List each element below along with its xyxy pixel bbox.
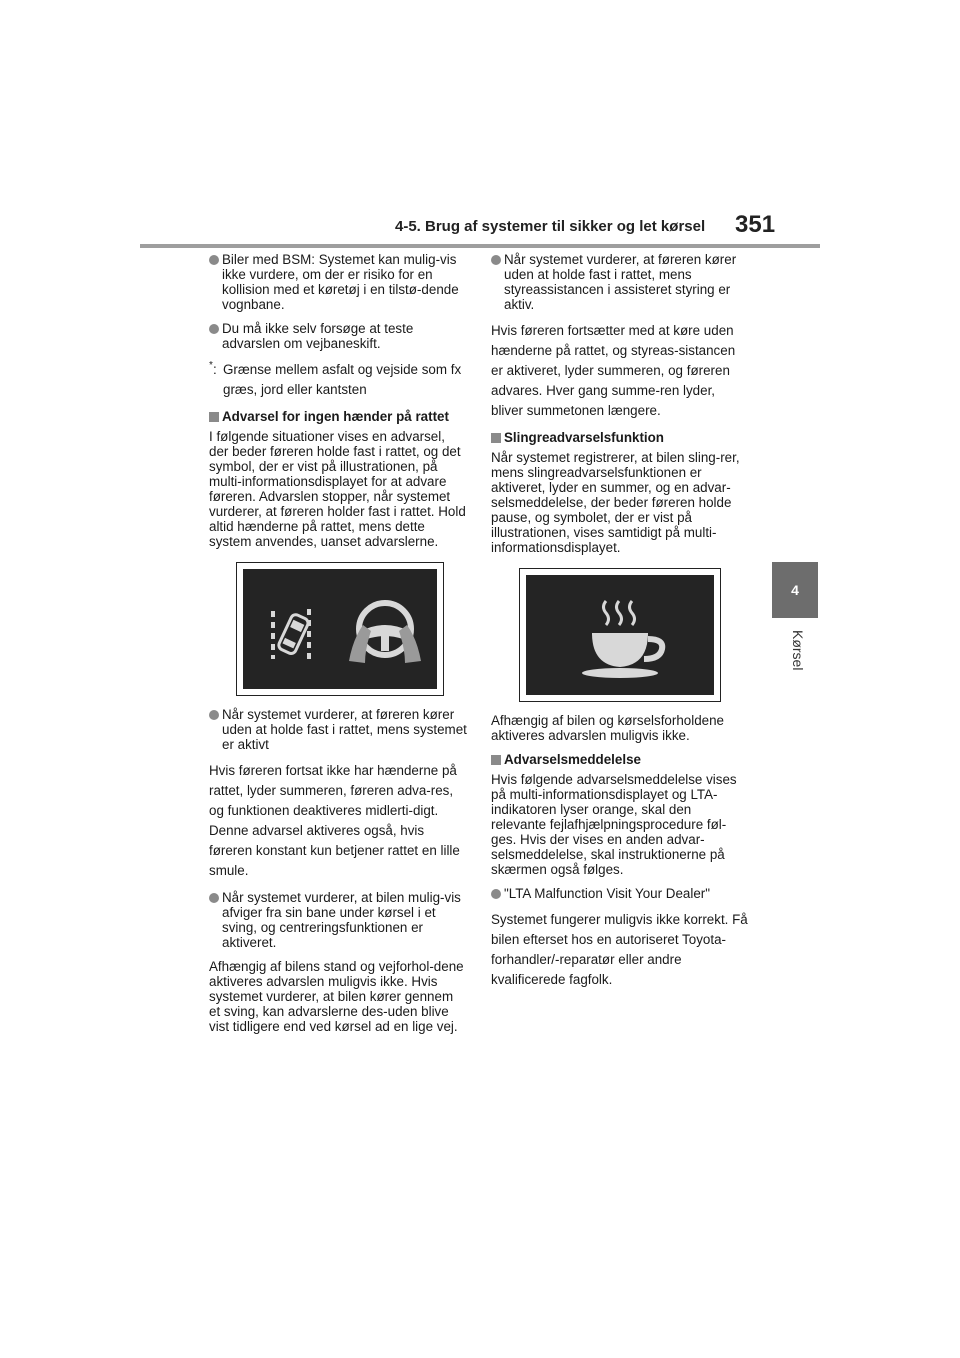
footnote-colon: : xyxy=(213,362,217,377)
paragraph: Hvis føreren fortsat ikke har hænderne på rattet, lyder summeren, føreren adva-res, og funktionen deaktiveres midlerti-digt. Denne advarsel aktiveres også, hvis føreren konstant kun betjener rattet en lille smule. xyxy=(209,763,460,878)
coffee-cup-icon xyxy=(526,575,714,695)
display-screen xyxy=(243,569,437,689)
display-screen xyxy=(526,575,714,695)
paragraph: Afhængig af bilens stand og vejforhol-dene aktiveres advarslen muligvis ikke. Hvis systemet vurderer, at bilen kører gennem et sving, kan advarslerne des-uden blive vist tidligere end ved kørsel ad en lige vej. xyxy=(209,959,464,1034)
page-number: 351 xyxy=(735,211,776,238)
chapter-tab-number: 4 xyxy=(791,582,799,598)
section-heading: Advarsel for ingen hænder på rattet xyxy=(209,409,467,425)
list-item: Når systemet vurderer, at bilen mulig-vis afviger fra sin bane under kørsel i et sving, og centreringsfunktionen er aktiveret. xyxy=(209,890,467,950)
footnote-marker: * xyxy=(209,360,213,371)
paragraph: Systemet fungerer muligvis ikke korrekt. Få bilen efterset hos en autoriseret Toyota-forhandler/-reparatør eller andre kvalificerede fagfolk. xyxy=(491,912,748,987)
list-item: Når systemet vurderer, at føreren kører uden at holde fast i rattet, mens systemet er aktivt xyxy=(209,707,467,752)
hands-off-warning-illustration xyxy=(243,569,437,689)
section-heading: Slingreadvarselsfunktion xyxy=(491,430,749,446)
hands-on-wheel-figure xyxy=(236,562,444,696)
paragraph: Afhængig af bilen og kørselsforholdene aktiveres advarslen muligvis ikke. xyxy=(491,713,724,743)
left-column xyxy=(209,252,467,1043)
chapter-tab[interactable] xyxy=(772,562,818,618)
hands-on-steering-wheel-icon xyxy=(349,603,421,663)
list-item: Når systemet vurderer, at føreren kører uden at holde fast i rattet, mens styreassistancen i assisteret styring er aktiv. xyxy=(491,252,749,312)
paragraph: Hvis følgende advarselsmeddelelse vises på multi-informationsdisplayet og LTA-indikatoren lyser orange, skal den relevante fejlafhjælpningsprocedure føl-ges. Hvis der vises en anden advar-selsmeddelelse, skal instruktionerne på skærmen også følges. xyxy=(491,772,737,877)
footnote xyxy=(209,360,467,400)
header-rule xyxy=(140,244,820,248)
paragraph: I følgende situationer vises en advarsel, der beder føreren holde fast i rattet, og det symbol, der er vist på illustrationen, på multi-informationsdisplayet for at advare føreren. Advarslen stopper, når systemet vurderer, at føreren holder fast i rattet. Hold altid hænderne på rattet, mens dette system anvendes, uanset advarslerne. xyxy=(209,429,466,549)
lane-departure-car-icon xyxy=(273,609,310,659)
list-item: Du må ikke selv forsøge at teste advarslen om vejbaneskift. xyxy=(209,321,467,351)
chapter-section-title: 4-5. Brug af systemer til sikker og let kørsel xyxy=(395,218,706,235)
section-heading: Advarselsmeddelelse xyxy=(491,752,749,768)
paragraph: Hvis føreren fortsætter med at køre uden hænderne på rattet, og styreas-sistancen er aktiveret, lyder summeren, og føreren advares. Hver gang summe-ren lyder, bliver summetonen længere. xyxy=(491,323,736,418)
sway-warning-figure xyxy=(519,568,721,702)
chapter-tab-label: Kørsel xyxy=(790,630,806,671)
list-item: "LTA Malfunction Visit Your Dealer" xyxy=(491,886,749,901)
right-column xyxy=(491,252,749,999)
list-item: Biler med BSM: Systemet kan mulig-vis ikke vurdere, om der er risiko for en kollision med et køretøj i en tilstø-dende vognbane. xyxy=(209,252,467,312)
footnote-text: Grænse mellem asfalt og vejside som fx græs, jord eller kantsten xyxy=(223,362,462,397)
paragraph: Når systemet registrerer, at bilen sling-rer, mens slingreadvarselsfunktionen er aktiveret, lyder en summer, og en advar-selsmeddelelse, der beder føreren holde pause, og symbolet, der er vist på illustrationen, vises samtidigt på multi-informationsdisplayet. xyxy=(491,450,740,555)
